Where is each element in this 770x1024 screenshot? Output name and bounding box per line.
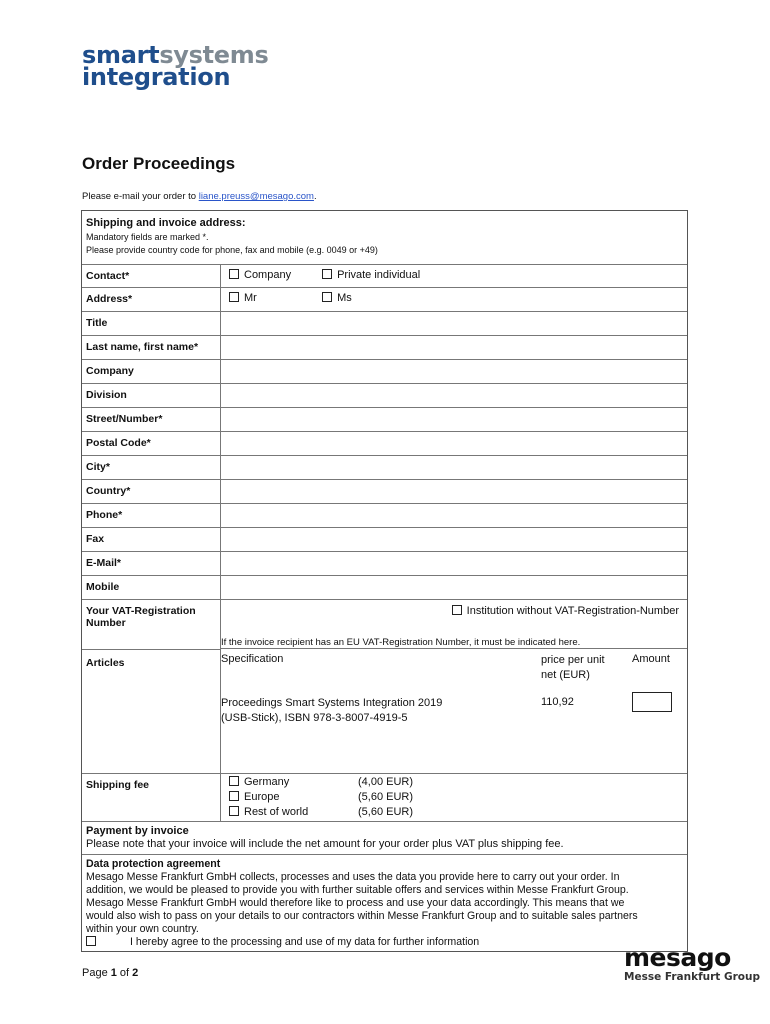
item-line2: (USB-Stick), ISBN 978-3-8007-4919-5 (221, 712, 408, 724)
field-input[interactable] (221, 432, 687, 455)
field-input[interactable] (221, 480, 687, 503)
address-label: Address* (82, 288, 221, 311)
amount-input[interactable] (632, 692, 672, 712)
articles-col-spec: Specification (221, 653, 284, 665)
checkbox-icon[interactable] (229, 776, 239, 786)
address-row (82, 288, 687, 312)
field-row-postal (82, 432, 687, 456)
shipping-option-rest-of-world[interactable] (229, 805, 679, 820)
field-row-title (82, 312, 687, 336)
page-mid: of (116, 967, 133, 979)
option-label: Ms (337, 292, 352, 304)
field-input[interactable] (221, 408, 687, 431)
contact-option-private[interactable] (322, 269, 420, 281)
option-label: Institution without VAT-Registration-Number (466, 605, 679, 617)
address-option-mr[interactable] (229, 292, 319, 304)
field-input[interactable] (221, 336, 687, 359)
field-input[interactable] (221, 504, 687, 527)
checkbox-icon[interactable] (322, 269, 332, 279)
intro-text (82, 191, 317, 202)
field-row-phone (82, 504, 687, 528)
page-title: Order Proceedings (82, 154, 236, 173)
item-line1: Proceedings Smart Systems Integration 2019 (221, 697, 443, 709)
field-label: E-Mail* (82, 552, 221, 575)
option-label: Europe (244, 791, 280, 803)
checkbox-icon[interactable] (229, 269, 239, 279)
intro-suffix: . (313, 191, 317, 202)
field-label: Fax (82, 528, 221, 551)
articles-col-amount: Amount (632, 653, 670, 665)
form-header-title: Shipping and invoice address: (86, 217, 246, 229)
field-input[interactable] (221, 552, 687, 575)
shipping-option-germany[interactable] (229, 775, 679, 790)
privacy-line1: Mesago Messe Frankfurt GmbH collects, processes and uses the data you provide here to carry out your order. In (86, 871, 620, 883)
shipping-label: Shipping fee (82, 774, 221, 821)
payment-text: Please note that your invoice will include the net amount for your order plus VAT plus shipping fee. (86, 838, 564, 850)
col-price-line2: net (EUR) (541, 669, 590, 681)
field-row-email (82, 552, 687, 576)
checkbox-icon[interactable] (452, 605, 462, 615)
vat-label-line1: Your VAT-Registration (86, 605, 196, 617)
field-label: City* (82, 456, 221, 479)
option-label: Company (244, 269, 292, 281)
field-label: Postal Code* (82, 432, 221, 455)
privacy-line3: Mesago Messe Frankfurt GmbH would therefore like to process and use your data accordingly. This means that we (86, 897, 625, 909)
field-label: Country* (82, 480, 221, 503)
privacy-row (82, 855, 687, 951)
field-label: Title (82, 312, 221, 335)
col-price-line1: price per unit (541, 654, 605, 666)
field-label: Mobile (82, 576, 221, 599)
address-option-ms[interactable] (322, 292, 352, 304)
logo-integration: integration (82, 63, 231, 92)
field-row-mobile (82, 576, 687, 600)
payment-row (82, 822, 687, 855)
field-label: Last name, first name* (82, 336, 221, 359)
vat-label (82, 600, 220, 650)
mesago-name: mesago (624, 943, 731, 972)
vat-note: If the invoice recipient has an EU VAT-Registration Number, it must be indicated here. (221, 637, 687, 649)
field-row-company (82, 360, 687, 384)
field-input[interactable] (221, 384, 687, 407)
field-row-division (82, 384, 687, 408)
field-row-country (82, 480, 687, 504)
option-label: Rest of world (244, 806, 309, 818)
intro-prefix: Please e-mail your order to (82, 191, 199, 202)
field-input[interactable] (221, 576, 687, 599)
articles-col-price (541, 653, 605, 683)
form-header-note2: Please provide country code for phone, fax and mobile (e.g. 0049 or +49) (86, 245, 378, 255)
contact-option-company[interactable] (229, 269, 319, 281)
mesago-logo (624, 945, 760, 983)
shipping-row (82, 774, 687, 822)
field-label: Company (82, 360, 221, 383)
field-row-street (82, 408, 687, 432)
article-price: 110,92 (541, 696, 574, 708)
consent-label: I hereby agree to the processing and use of my data for further information (130, 936, 480, 948)
field-label: Street/Number* (82, 408, 221, 431)
page-number (82, 967, 138, 979)
payment-title: Payment by invoice (86, 825, 189, 837)
form-header (82, 211, 687, 265)
option-label: Germany (244, 776, 290, 788)
option-label: Mr (244, 292, 257, 304)
privacy-line4: would also wish to pass on your details to our contractors within Messe Frankfurt Group and to suitable sales partners (86, 910, 638, 922)
checkbox-icon[interactable] (229, 791, 239, 801)
option-label: Private individual (337, 269, 421, 281)
privacy-line2: addition, we would be pleased to provide you with further suitable offers and services within Messe Frankfurt Group. (86, 884, 629, 896)
page-current: 1 (110, 967, 117, 979)
vat-option-no-registration[interactable] (452, 605, 679, 617)
checkbox-icon[interactable] (86, 936, 96, 946)
field-row-fax (82, 528, 687, 552)
field-input[interactable] (221, 456, 687, 479)
article-item (221, 696, 442, 726)
field-label: Division (82, 384, 221, 407)
field-input[interactable] (221, 528, 687, 551)
shipping-option-europe[interactable] (229, 790, 679, 805)
checkbox-icon[interactable] (229, 806, 239, 816)
vat-label-line2: Number (86, 617, 126, 629)
order-form (81, 210, 688, 952)
form-header-note1: Mandatory fields are marked *. (86, 232, 209, 242)
logo-systems: systems (159, 41, 269, 69)
checkbox-icon[interactable] (322, 292, 332, 302)
privacy-line5: within your own country. (86, 923, 199, 935)
field-row-name (82, 336, 687, 360)
logo-smart: smart (82, 41, 160, 69)
option-price: (4,00 EUR) (358, 776, 414, 788)
privacy-title: Data protection agreement (86, 858, 221, 870)
mesago-sub: Messe Frankfurt Group (624, 971, 760, 983)
page-total: 2 (132, 967, 139, 979)
privacy-consent[interactable] (86, 936, 683, 949)
field-label: Phone* (82, 504, 221, 527)
email-link[interactable]: liane.preuss@mesago.com (198, 191, 314, 202)
page-prefix: Page (82, 967, 111, 979)
option-price: (5,60 EUR) (358, 791, 414, 803)
field-row-city (82, 456, 687, 480)
vat-articles-block (82, 600, 687, 774)
smart-systems-integration-logo (82, 41, 269, 92)
field-input[interactable] (221, 312, 687, 335)
field-input[interactable] (221, 360, 687, 383)
option-price: (5,60 EUR) (358, 806, 414, 818)
contact-label: Contact* (82, 265, 221, 287)
articles-label: Articles (86, 657, 125, 669)
checkbox-icon[interactable] (229, 292, 239, 302)
contact-row (82, 265, 687, 288)
